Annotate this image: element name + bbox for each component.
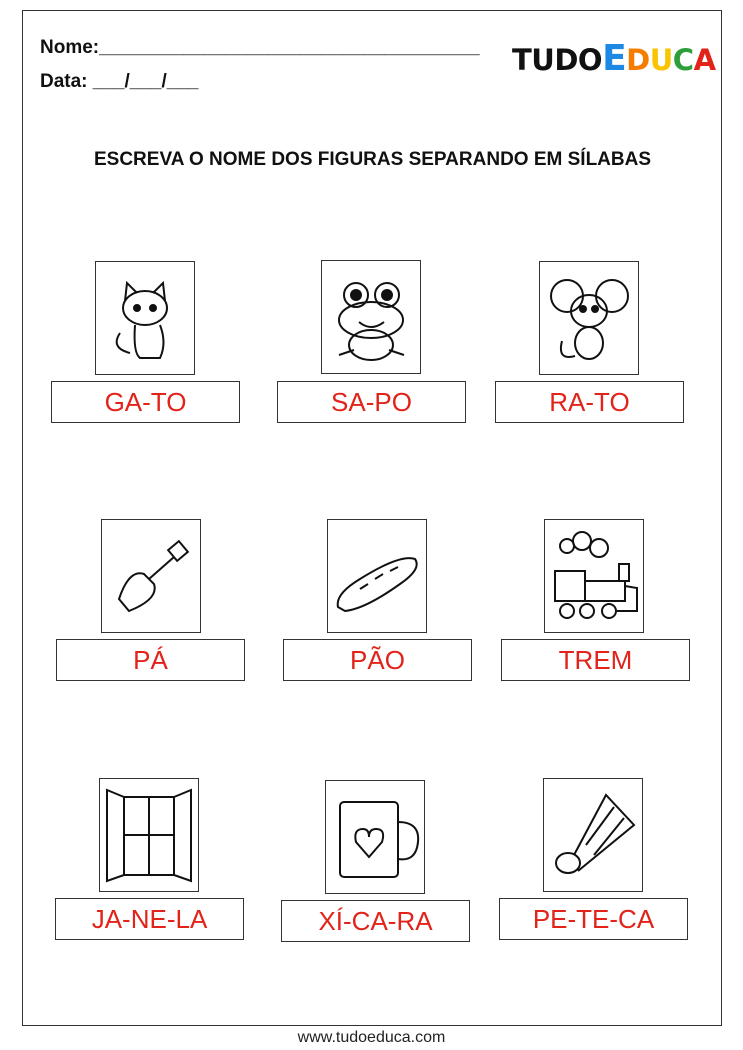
answer-box[interactable]: TREM: [501, 639, 690, 681]
mug-icon: [325, 780, 425, 894]
page-title: ESCREVA O NOME DOS FIGURAS SEPARANDO EM SÍLABAS: [93, 149, 652, 170]
answer-box[interactable]: XÍ-CA-RA: [281, 900, 470, 942]
answer-box[interactable]: PE-TE-CA: [499, 898, 688, 940]
shuttlecock-icon: [543, 778, 643, 892]
window-icon: [99, 778, 199, 892]
name-field[interactable]: Nome:____________________________________: [40, 37, 480, 58]
footer-url[interactable]: www.tudoeduca.com: [297, 1029, 446, 1046]
frog-icon: [321, 260, 421, 374]
train-icon: [544, 519, 644, 633]
logo-letter: U: [649, 43, 673, 77]
answer-box[interactable]: JA-NE-LA: [55, 898, 244, 940]
answer-box[interactable]: GA-TO: [51, 381, 240, 423]
answer-box[interactable]: PÁ: [56, 639, 245, 681]
logo-letter: D: [626, 43, 650, 77]
mouse-icon: [539, 261, 639, 375]
logo-letter: E: [602, 38, 627, 79]
answer-box[interactable]: PÃO: [283, 639, 472, 681]
logo-letter: TUDO: [512, 43, 603, 77]
date-field[interactable]: Data: ___/___/___: [40, 71, 199, 92]
answer-box[interactable]: SA-PO: [277, 381, 466, 423]
logo-letter: C: [672, 43, 694, 77]
logo-letter: A: [693, 43, 716, 77]
bread-icon: [327, 519, 427, 633]
tudoeduca-logo: [512, 38, 716, 79]
cat-icon: [95, 261, 195, 375]
answer-box[interactable]: RA-TO: [495, 381, 684, 423]
shovel-icon: [101, 519, 201, 633]
